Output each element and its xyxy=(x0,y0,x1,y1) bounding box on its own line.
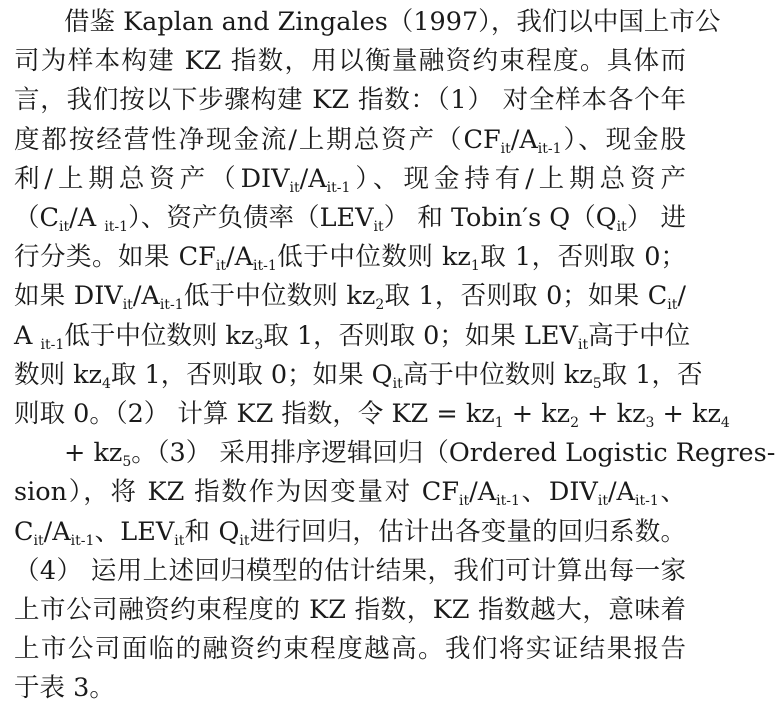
subscript: 4 xyxy=(102,375,111,392)
text-run: /A xyxy=(299,163,327,194)
text-run: ）、现金持有/上期总资产 xyxy=(350,163,687,194)
text-run: 取 1，否则取 0；如果 LEV xyxy=(263,320,578,351)
text-run: 。（3） 采用排序逻辑回归（Ordered Logistic Regres- xyxy=(131,438,775,469)
text-run: 司为样本构建 KZ 指数，用以衡量融资约束程度。具体而 xyxy=(14,46,686,77)
text-run: 和 Q xyxy=(184,516,240,547)
text-run: ） 进 xyxy=(626,203,686,233)
text-line xyxy=(14,551,686,591)
subscript: it xyxy=(215,258,226,275)
subscript: it-1 xyxy=(537,140,562,157)
text-run: ） 和 Tobin′s Q（Q xyxy=(383,203,617,233)
text-run: 、DIV xyxy=(519,477,598,508)
text-line xyxy=(14,590,686,630)
text-line xyxy=(14,276,686,316)
subscript: it xyxy=(33,532,44,549)
text-line xyxy=(14,159,686,199)
subscript: it-1 xyxy=(496,493,520,510)
text-run: 上市公司面临的融资约束程度越高。我们将实证结果报告 xyxy=(14,634,686,665)
subscript: it-1 xyxy=(104,218,129,235)
subscript: 3 xyxy=(254,336,264,353)
text-line xyxy=(14,2,721,42)
subscript: 1 xyxy=(494,414,504,431)
subscript: it-1 xyxy=(253,258,277,275)
text-run: /A xyxy=(132,281,160,312)
subscript: it xyxy=(459,493,470,510)
text-line xyxy=(14,237,686,277)
text-run: + kz xyxy=(579,399,646,429)
text-line xyxy=(14,120,686,160)
subscript: 5 xyxy=(122,454,132,471)
subscript: it-1 xyxy=(634,493,659,510)
subscript: it xyxy=(392,375,403,392)
text-run: /A xyxy=(69,203,105,233)
text-run: （C xyxy=(14,203,60,233)
text-run: / xyxy=(677,281,686,312)
subscript: it xyxy=(577,336,589,353)
text-line xyxy=(14,668,686,708)
text-run: 言，我们按以下步骤构建 KZ 指数：（1） 对全样本各个年 xyxy=(14,85,686,116)
text-run: 利/上期总资产（DIV xyxy=(14,163,290,194)
text-run: 借鉴 Kaplan and Zingales（1997），我们以中国上市公 xyxy=(64,7,721,37)
text-run: 上市公司融资约束程度的 KZ 指数，KZ 指数越大，意味着 xyxy=(14,595,686,625)
subscript: 2 xyxy=(570,414,580,431)
text-run: C xyxy=(14,516,34,547)
subscript: it xyxy=(616,218,627,235)
subscript: 3 xyxy=(645,414,655,431)
text-run: A xyxy=(14,320,41,351)
subscript: it-1 xyxy=(159,297,184,314)
subscript: it xyxy=(174,532,185,549)
subscript: it-1 xyxy=(326,179,351,196)
text-run: 、 xyxy=(658,477,686,508)
text-run: ）、现金股 xyxy=(561,124,686,155)
subscript: 4 xyxy=(720,414,730,431)
text-run: ）、资产负债率（LEV xyxy=(128,203,374,233)
text-run: + kz xyxy=(654,399,721,429)
subscript: it-1 xyxy=(70,532,95,549)
text-run: 进行回归，估计出各变量的回归系数。 xyxy=(249,516,686,547)
text-line xyxy=(14,512,686,552)
text-line xyxy=(14,41,686,81)
text-line xyxy=(14,198,686,238)
text-line xyxy=(14,394,730,434)
text-run: 取 1，否 xyxy=(601,359,703,390)
text-run: 低于中位数则 kz xyxy=(64,320,255,351)
subscript: it xyxy=(667,297,678,314)
text-line xyxy=(14,355,703,395)
subscript: 5 xyxy=(592,375,602,392)
text-run: 则取 0。（2） 计算 KZ 指数，令 KZ = kz xyxy=(14,399,495,429)
subscript: it xyxy=(373,218,384,235)
text-run: 高于中位 xyxy=(588,320,691,351)
text-run: /A xyxy=(510,124,538,155)
text-run: 取 1，否则取 0；如果 C xyxy=(384,281,668,312)
subscript: it-1 xyxy=(40,336,65,353)
text-run: 高于中位数则 kz xyxy=(402,359,593,390)
subscript: 2 xyxy=(375,297,385,314)
text-run: 低于中位数则 kz xyxy=(183,281,376,312)
text-run: 度都按经营性净现金流/上期总资产（CF xyxy=(14,124,501,155)
text-run: 行分类。如果 CF xyxy=(14,242,216,273)
text-line xyxy=(14,472,686,512)
text-run: 取 1，否则取 0； xyxy=(479,242,687,273)
text-run: 取 1，否则取 0；如果 Q xyxy=(110,359,393,390)
text-run: 数则 kz xyxy=(14,359,102,390)
text-run: 如果 DIV xyxy=(14,281,123,312)
text-line xyxy=(14,433,775,473)
subscript: it xyxy=(500,140,511,157)
subscript: it xyxy=(122,297,133,314)
text-run: /A xyxy=(226,242,254,273)
subscript: it xyxy=(289,179,300,196)
text-run: sion），将 KZ 指数作为因变量对 CF xyxy=(14,477,460,508)
text-run: 低于中位数则 kz xyxy=(276,242,471,273)
text-run: （4） 运用上述回归模型的估计结果，我们可计算出每一家 xyxy=(14,555,686,586)
text-run: /A xyxy=(43,516,71,547)
text-run: 于表 3。 xyxy=(14,673,115,704)
text-line xyxy=(14,316,691,356)
subscript: it xyxy=(239,532,250,549)
subscript: it xyxy=(59,218,70,235)
text-run: + kz xyxy=(64,438,123,469)
text-run: /A xyxy=(469,477,497,508)
subscript: 1 xyxy=(470,258,480,275)
text-run: + kz xyxy=(503,399,571,429)
text-line xyxy=(14,629,686,669)
text-line xyxy=(14,80,686,120)
subscript: it xyxy=(597,493,608,510)
text-run: 、LEV xyxy=(94,516,175,547)
text-run: /A xyxy=(607,477,635,508)
